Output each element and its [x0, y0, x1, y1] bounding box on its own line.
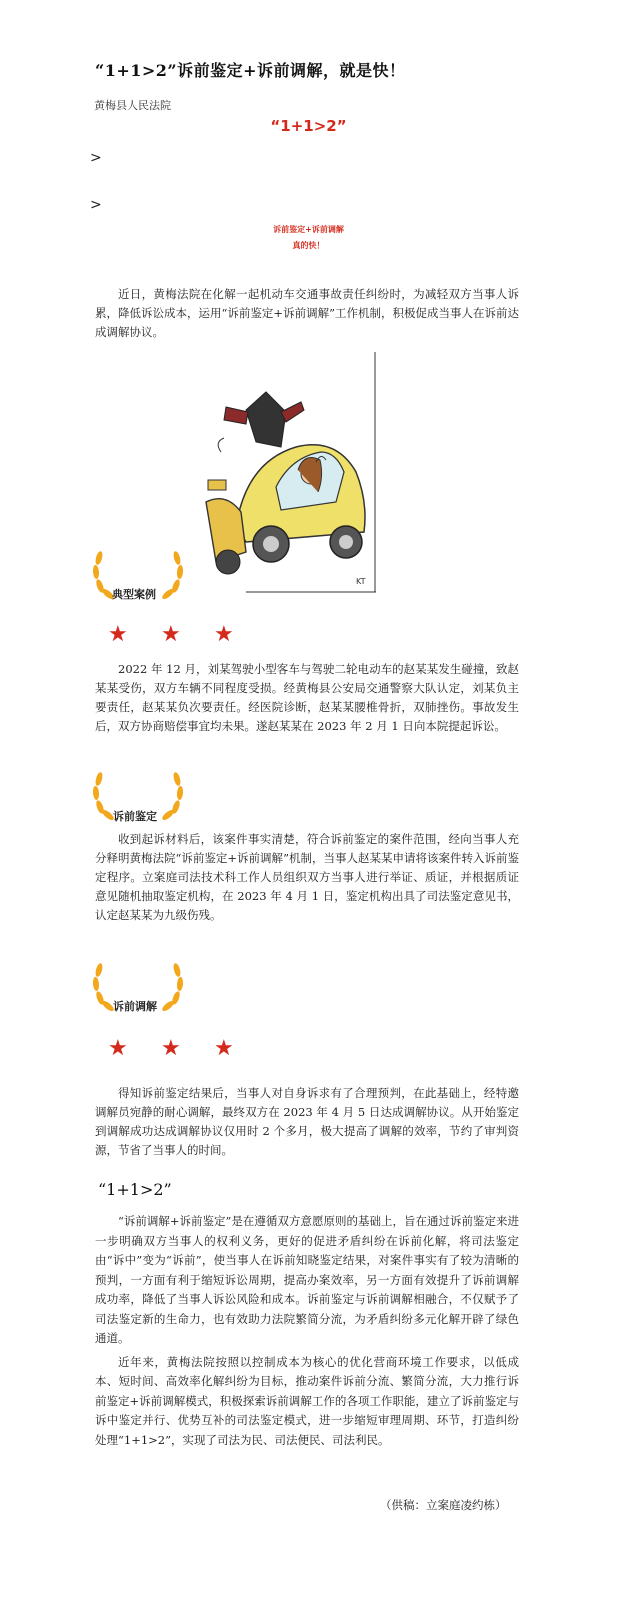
- mediation-section-label: 诉前调解: [113, 1000, 157, 1013]
- chevron-right-icon: >: [90, 150, 102, 166]
- summary-text-1: “诉前调解+诉前鉴定”是在遵循双方意愿原则的基础上，旨在通过诉前鉴定来进一步明确双方当事人的权利义务，更好的促进矛盾纠纷在诉前化解，将司法鉴定由“诉中”变为“诉前”，使当事人在诉前知晓鉴定结果，对案件事实有了较为清晰的预判，一方面有利于缩短诉讼周期，提高办案效率，另一方面有效提升了诉前调解成功率，降低了当事人诉讼风险和成本。诉前鉴定与诉前调解相融合，不仅赋予了司法鉴定新的生命力，也有效助力法院繁简分流，为矛盾纠纷多元化解开辟了绿色通道。: [95, 1214, 519, 1345]
- mediation-paragraph: [95, 1084, 519, 1160]
- case-paragraph: [95, 660, 519, 736]
- summary-text-2: 近年来，黄梅法院按照以控制成本为核心的优化营商环境工作要求，以低成本、短时间、高效率化解纠纷为目标，推动案件诉前分流、繁简分流，大力推行诉前鉴定+诉前调解模式，积极探索诉前调解工作的各项工作职能，建立了诉前鉴定与诉中鉴定并行、优势互补的司法鉴定模式，进一步缩短审理周期、环节，打造纠纷处理“1+1>2”，实现了司法为民、司法便民、司法利民。: [95, 1354, 519, 1447]
- intro-paragraph: [95, 285, 519, 342]
- banner-heading: “1+1>2”: [270, 117, 347, 135]
- star-icon: ★: [161, 1036, 181, 1061]
- intro-text: 近日，黄梅法院在化解一起机动车交通事故责任纠纷时，为减轻双方当事人诉累，降低诉讼成本，运用“诉前鉴定+诉前调解”工作机制，积极促成当事人在诉前达成调解协议。: [95, 287, 519, 339]
- illustration-signature: KT: [356, 577, 366, 586]
- appraisal-section-label: 诉前鉴定: [113, 810, 157, 823]
- star-icon: ★: [161, 622, 181, 647]
- star-icon: ★: [214, 622, 234, 647]
- car-accident-illustration: [186, 352, 378, 596]
- star-icon: ★: [108, 622, 128, 647]
- subtitle-line-1: 诉前鉴定+诉前调解: [273, 224, 344, 234]
- star-icon: ★: [214, 1036, 234, 1061]
- appraisal-paragraph: [95, 830, 519, 925]
- star-icon: ★: [108, 1036, 128, 1061]
- appraisal-text: 收到起诉材料后，该案件事实清楚，符合诉前鉴定的案件范围，经向当事人充分释明黄梅法院“诉前鉴定+诉前调解”机制，当事人赵某某申请将该案件转入诉前鉴定程序。立案庭司法技术科工作人员组织双方当事人进行举证、质证，并根据质证意见随机抽取鉴定机构，在 2023 年 4 月 1 日，鉴定机构出具了司法鉴定意见书，认定赵某某为九级伤残。: [95, 832, 519, 922]
- subtitle-line-2: 真的快！: [292, 240, 325, 250]
- summary-paragraph: [95, 1212, 519, 1450]
- mediation-text: 得知诉前鉴定结果后，当事人对自身诉求有了合理预判，在此基础上，经特邀调解员宛静的耐心调解，最终双方在 2023 年 4 月 5 日达成调解协议。从开始鉴定到调解成功达成调解协议仅用时 2 个多月，极大提高了调解的效率，节约了审判资源，节省了当事人的时间。: [95, 1086, 519, 1157]
- case-text: 2022 年 12 月，刘某驾驶小型客车与驾驶二轮电动车的赵某某发生碰撞，致赵某某受伤，双方车辆不同程度受损。经黄梅县公安局交通警察大队认定，刘某负主要责任，赵某某负次要责任。经医院诊断，赵某某腰椎骨折，双肺挫伤。事故发生后，双方协商赔偿事宜均未果。遂赵某某在 2023 年 2 月 1 日向本院提起诉讼。: [95, 662, 519, 733]
- chevron-right-icon: >: [90, 197, 102, 213]
- summary-heading: “1+1>2”: [98, 1180, 172, 1199]
- article-title: “1+1>2”诉前鉴定+诉前调解，就是快！: [95, 61, 406, 80]
- article-credit: （供稿：立案庭凌约栋）: [380, 1498, 507, 1512]
- case-section-label: 典型案例: [112, 588, 156, 601]
- article-source: 黄梅县人民法院: [94, 99, 171, 112]
